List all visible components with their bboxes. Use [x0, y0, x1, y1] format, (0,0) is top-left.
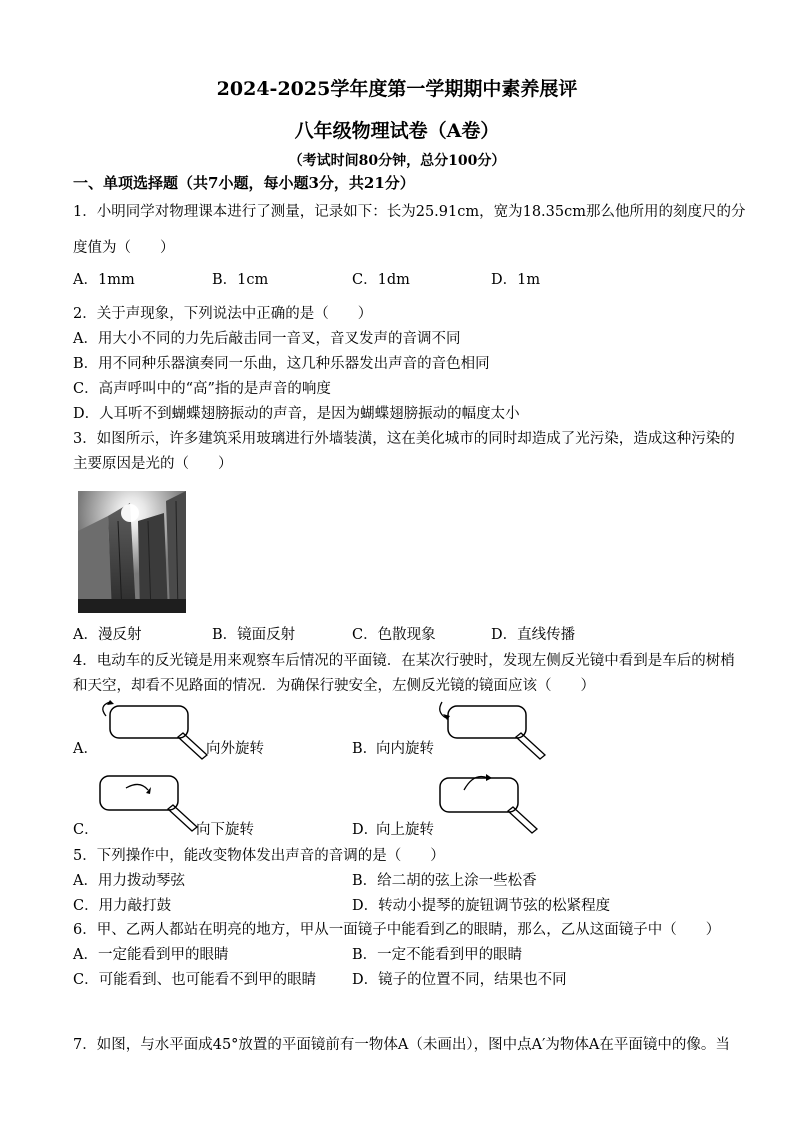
exam-title: 2024-2025学年度第一学期期中素养展评	[216, 78, 578, 100]
q4-option-a-letter: A．	[73, 741, 98, 757]
q4-stem-line2: 和天空，却看不见路面的情况．为确保行驶安全，左侧反光镜的镜面应该（ ）	[73, 678, 595, 694]
q1-option-d: D．1m	[491, 272, 541, 288]
exam-info: （考试时间80分钟，总分100分）	[288, 153, 506, 169]
q6-option-c: C．可能看到、也可能看不到甲的眼睛	[73, 972, 317, 988]
q4-option-c-text: 向下旋转	[196, 822, 254, 838]
q4-option-d-letter: D．	[352, 822, 379, 838]
q5-option-d: D．转动小提琴的旋钮调节弦的松紧程度	[352, 898, 611, 914]
q4-option-b-letter: B．	[352, 741, 378, 757]
q2-option-c: C．高声呼叫中的“高”指的是声音的响度	[73, 381, 331, 397]
q5-option-a: A．用力拨动琴弦	[73, 873, 185, 889]
q6-option-a: A．一定能看到甲的眼睛	[73, 947, 229, 963]
q2-stem: 2．关于声现象，下列说法中正确的是（ ）	[73, 306, 373, 322]
q3-option-d: D．直线传播	[491, 627, 576, 643]
q3-stem-line1: 3．如图所示，许多建筑采用玻璃进行外墙装潢，这在美化城市的同时却造成了光污染，造成这种污染的	[73, 431, 735, 447]
q2-option-a: A．用大小不同的力先后敲击同一音叉，音叉发声的音调不同	[73, 331, 461, 347]
q4-option-b-text: 向内旋转	[376, 741, 434, 757]
q3-stem-line2: 主要原因是光的（ ）	[73, 456, 233, 472]
section-heading: 一、单项选择题（共7小题，每小题3分，共21分）	[73, 174, 415, 192]
q6-option-b: B．一定不能看到甲的眼睛	[352, 947, 523, 963]
q1-option-b: B．1cm	[212, 272, 269, 288]
exam-subtitle: 八年级物理试卷（A卷）	[294, 120, 500, 142]
q1-option-a: A．1mm	[73, 272, 135, 288]
q5-option-c: C．用力敲打鼓	[73, 898, 172, 914]
q2-option-d: D．人耳听不到蝴蝶翅膀振动的声音，是因为蝴蝶翅膀振动的幅度太小	[73, 406, 520, 422]
q1-option-c: C．1dm	[352, 272, 410, 288]
q3-option-c: C．色散现象	[352, 627, 436, 643]
mirror-inward-rotation-icon	[432, 698, 552, 760]
q4-stem-line1: 4．电动车的反光镜是用来观察车后情况的平面镜．在某次行驶时，发现左侧反光镜中看到是车后的树梢	[73, 653, 735, 669]
glass-building-photo	[78, 491, 186, 613]
q4-option-a-text: 向外旋转	[206, 741, 264, 757]
mirror-downward-rotation-icon	[96, 770, 206, 834]
q5-option-b: B．给二胡的弦上涂一些松香	[352, 873, 537, 889]
q1-stem-line1: 1．小明同学对物理课本进行了测量，记录如下：长为25.91cm，宽为18.35cm那么他所用的刻度尺的分	[73, 204, 746, 220]
q2-option-b: B．用不同种乐器演奏同一乐曲，这几种乐器发出声音的音色相同	[73, 356, 490, 372]
q4-option-c-letter: C．	[73, 822, 99, 838]
q6-option-d: D．镜子的位置不同，结果也不同	[352, 972, 567, 988]
q1-stem-line2: 度值为（ ）	[73, 240, 175, 256]
q4-option-d-text: 向上旋转	[376, 822, 434, 838]
q3-option-b: B．镜面反射	[212, 627, 296, 643]
mirror-upward-rotation-icon	[436, 766, 546, 834]
q7-stem: 7．如图，与水平面成45°放置的平面镜前有一物体A（未画出），图中点A′为物体A在平面镜中的像。当	[73, 1037, 730, 1053]
q3-option-a: A．漫反射	[73, 627, 142, 643]
q6-stem: 6．甲、乙两人都站在明亮的地方，甲从一面镜子中能看到乙的眼睛，那么，乙从这面镜子中（ ）	[73, 922, 721, 938]
q5-stem: 5．下列操作中，能改变物体发出声音的音调的是（ ）	[73, 848, 445, 864]
